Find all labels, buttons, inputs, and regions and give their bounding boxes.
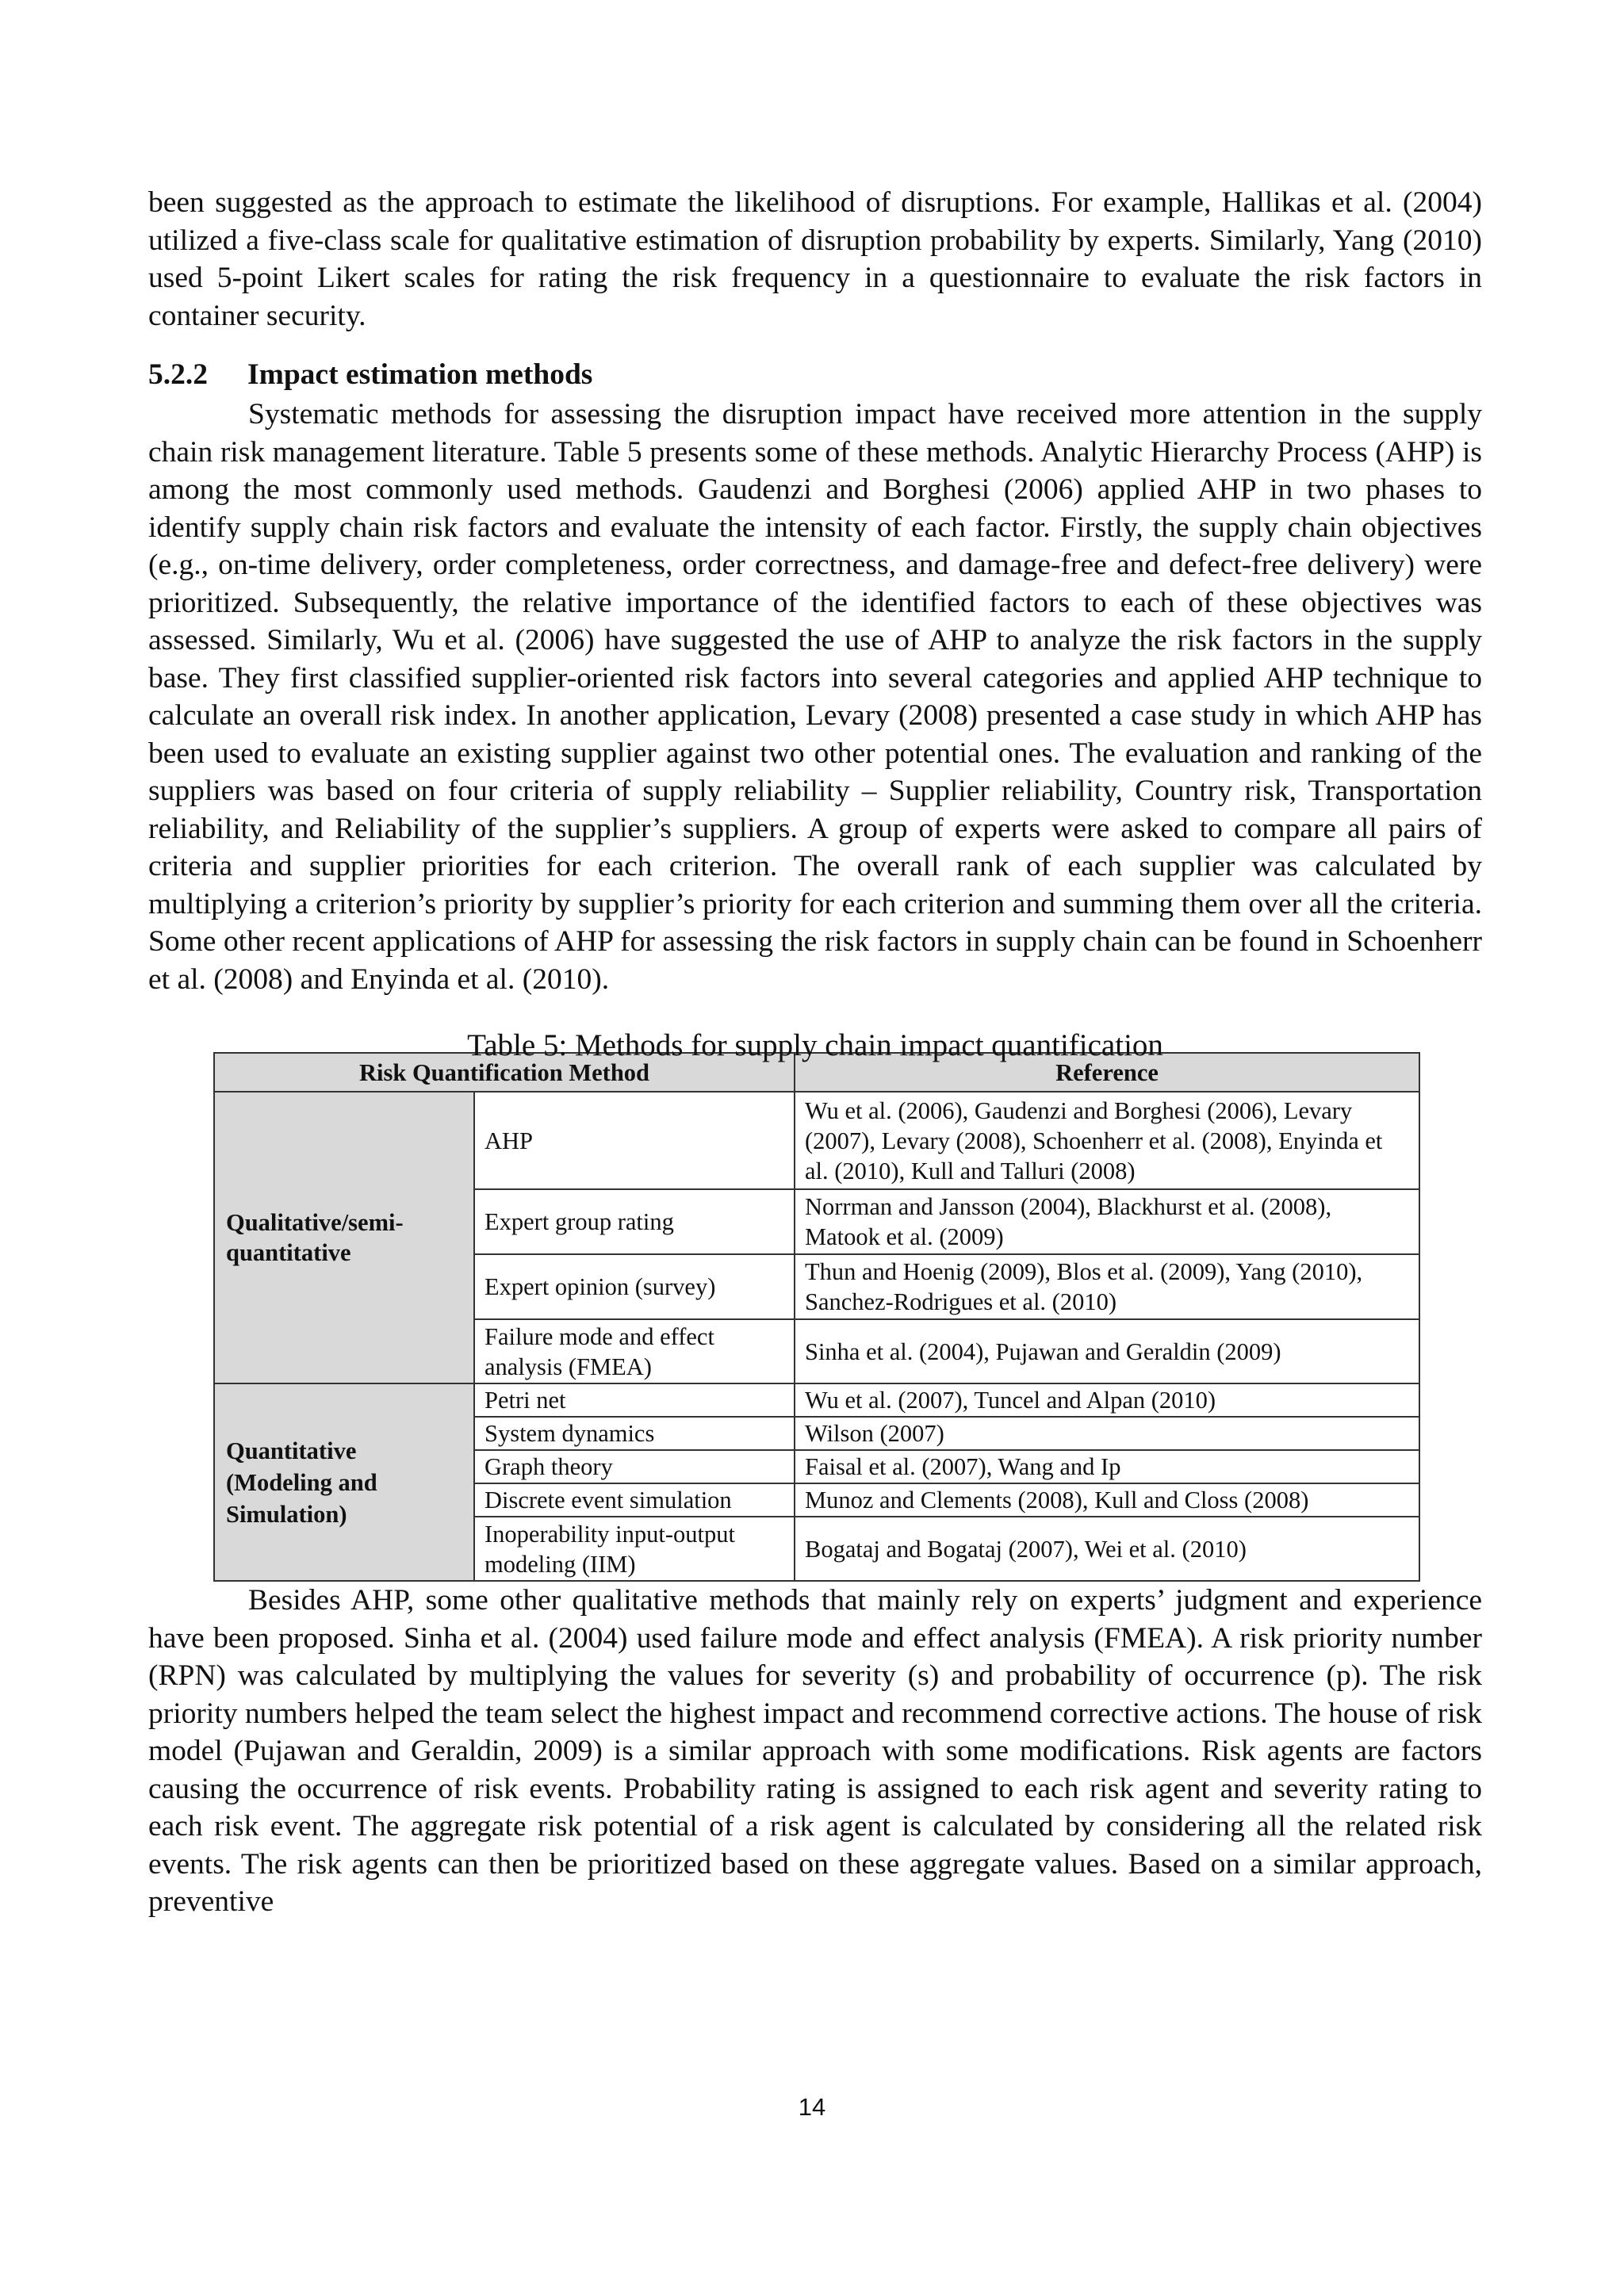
method-cell: AHP (474, 1092, 795, 1189)
page-number: 14 (798, 2093, 826, 2121)
method-cell: Discrete event simulation (474, 1483, 795, 1517)
method-cell: Petri net (474, 1383, 795, 1417)
reference-cell: Bogataj and Bogataj (2007), Wei et al. (2010) (795, 1517, 1419, 1581)
group-quantitative: Quantitative (Modeling and Simulation) (214, 1383, 474, 1581)
reference-cell: Norrman and Jansson (2004), Blackhurst et al. (2008), Matook et al. (2009) (795, 1189, 1419, 1254)
method-cell: Failure mode and effect analysis (FMEA) (474, 1319, 795, 1383)
paragraph-ahp: Systematic methods for assessing the disruption impact have received more attention in the supply chain risk management literature. Table 5 presents some of these methods. Analytic Hierarchy Process (AHP) is among the most commonly used methods. Gaudenzi and Borghesi (2006) applied AHP in two phases to identify supply chain risk factors and evaluate the intensity of each factor. Firstly, the supply chain objectives (e.g., on-time delivery, order completeness, order correctness, and damage-free and defect-free delivery) were prioritized. Subsequently, the relative importance of the identified factors to each of these objectives was assessed. Similarly, Wu et al. (2006) have suggested the use of AHP to analyze the risk factors in the supply base. They first classified supplier-oriented risk factors into several categories and applied AHP technique to calculate an overall risk index. In another application, Levary (2008) presented a case study in which AHP has been used to evaluate an existing supplier against two other potential ones. The evaluation and ranking of the suppliers was based on four criteria of supply reliability – Supplier reliability, Country risk, Transportation reliability, and Reliability of the supplier’s suppliers. A group of experts were asked to compare all pairs of criteria and supplier priorities for each criterion. The overall rank of each supplier was calculated by multiplying a criterion’s priority by supplier’s priority for each criterion and summing them over all the criteria. Some other recent applications of AHP for assessing the risk factors in supply chain can be found in Schoenherr et al. (2008) and Enyinda et al. (2010). (148, 398, 1482, 996)
header-method: Risk Quantification Method (214, 1053, 795, 1092)
paragraph-likelihood: been suggested as the approach to estimate the likelihood of disruptions. For example, Hallikas et al. (2004) utilized a five-class scale for qualitative estimation of disruption probability by experts. Similarly, Yang (2010) used 5-point Likert scales for rating the risk frequency in a questionnaire to evaluate the risk factors in container security. (148, 186, 1482, 332)
table-row (214, 1092, 1419, 1189)
reference-cell: Sinha et al. (2004), Pujawan and Geraldin (2009) (795, 1319, 1419, 1383)
reference-cell: Wu et al. (2007), Tuncel and Alpan (2010) (795, 1383, 1419, 1417)
method-cell: System dynamics (474, 1417, 795, 1450)
method-cell: Expert opinion (survey) (474, 1254, 795, 1319)
paragraph-fmea: Besides AHP, some other qualitative methods that mainly rely on experts’ judgment and experience have been proposed. Sinha et al. (2004) used failure mode and effect analysis (FMEA). A risk priority number (RPN) was calculated by multiplying the values for severity (s) and probability of occurrence (p). The risk priority numbers helped the team select the highest impact and recommend corrective actions. The house of risk model (Pujawan and Geraldin, 2009) is a similar approach with some modifications. Risk agents are factors causing the occurrence of risk events. Probability rating is assigned to each risk agent and severity rating to each risk event. The aggregate risk potential of a risk agent is calculated by considering all the related risk events. The risk agents can then be prioritized based on these aggregate values. Based on a similar approach, preventive (148, 1584, 1482, 1918)
reference-cell: Faisal et al. (2007), Wang and Ip (795, 1450, 1419, 1483)
table-row (214, 1383, 1419, 1417)
reference-cell: Wu et al. (2006), Gaudenzi and Borghesi (2006), Levary (2007), Levary (2008), Schoenherr et al. (2008), Enyinda et al. (2010), Kull and Talluri (2008) (795, 1092, 1419, 1189)
reference-cell: Wilson (2007) (795, 1417, 1419, 1450)
header-reference: Reference (795, 1053, 1419, 1092)
method-cell: Inoperability input-output modeling (IIM) (474, 1517, 795, 1581)
method-cell: Graph theory (474, 1450, 795, 1483)
methods-table (213, 1052, 1420, 1582)
section-number: 5.2.2 (148, 358, 208, 391)
reference-cell: Thun and Hoenig (2009), Blos et al. (2009), Yang (2010), Sanchez-Rodrigues et al. (2010) (795, 1254, 1419, 1319)
section-title: Impact estimation methods (247, 358, 593, 391)
group-qualitative: Qualitative/semi-quantitative (214, 1092, 474, 1383)
reference-cell: Munoz and Clements (2008), Kull and Closs (2008) (795, 1483, 1419, 1517)
page-content (148, 184, 1482, 1921)
method-cell: Expert group rating (474, 1189, 795, 1254)
table-caption: Table 5: Methods for supply chain impact quantification (467, 1028, 1163, 1062)
section-heading (148, 354, 1482, 396)
